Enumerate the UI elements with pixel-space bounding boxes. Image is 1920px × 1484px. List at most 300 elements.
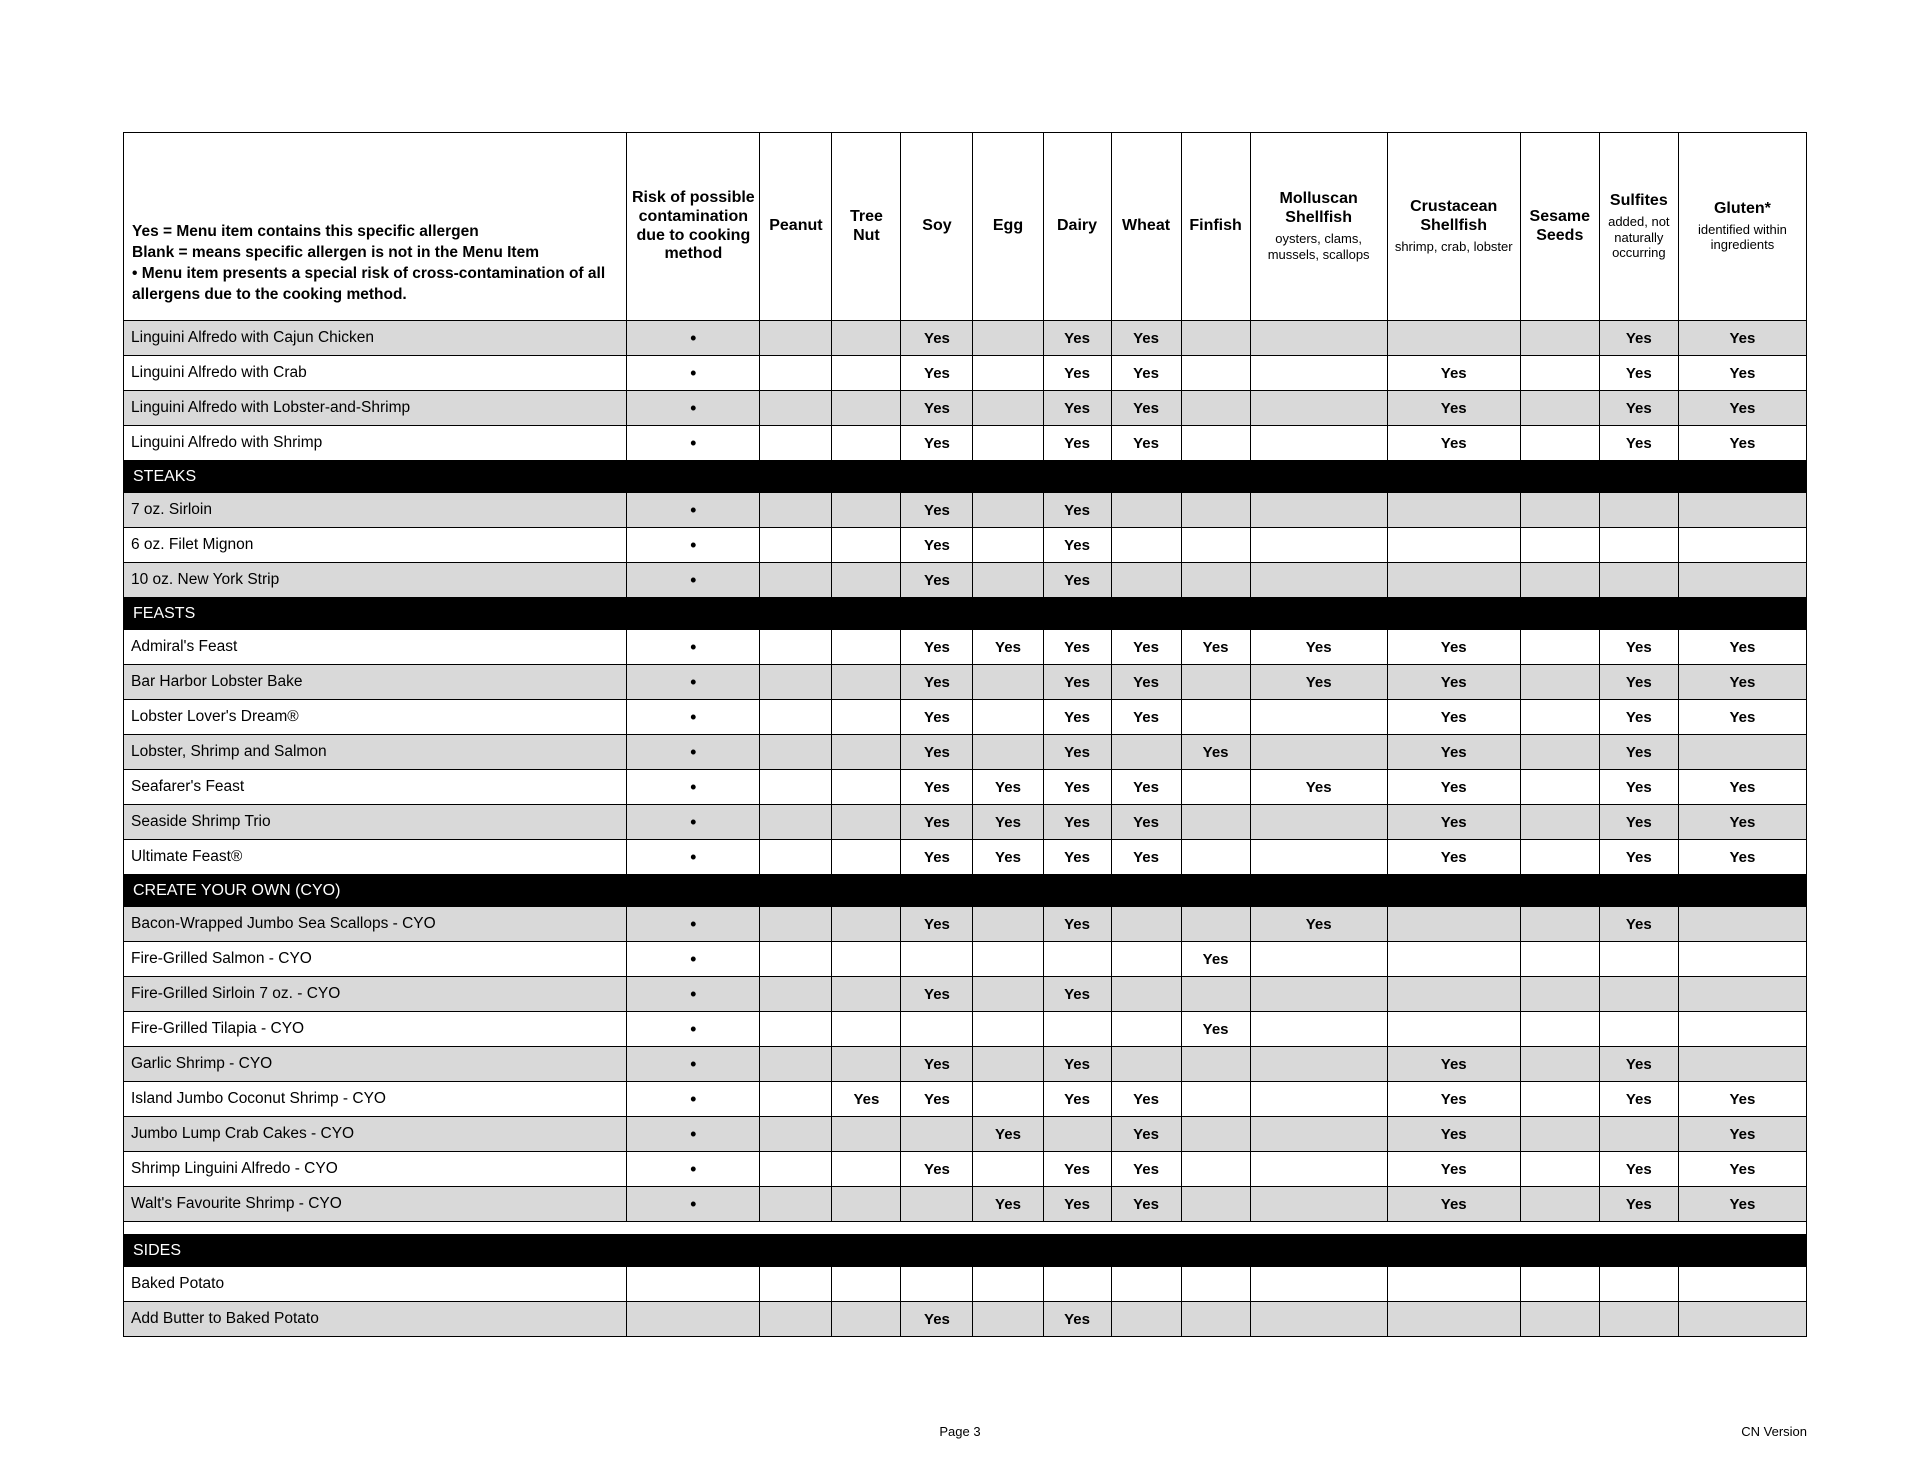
allergen-cell-wheat: Yes <box>1111 840 1181 875</box>
allergen-cell-sulfites <box>1599 942 1678 977</box>
allergen-cell-egg <box>973 356 1043 391</box>
allergen-cell-sesame_seeds <box>1520 735 1599 770</box>
menu-item-name: Bacon-Wrapped Jumbo Sea Scallops - CYO <box>124 907 627 942</box>
allergen-cell-tree_nut <box>832 840 901 875</box>
menu-item-name: Garlic Shrimp - CYO <box>124 1047 627 1082</box>
allergen-cell-sesame_seeds <box>1520 1302 1599 1337</box>
allergen-cell-egg <box>973 426 1043 461</box>
menu-item-name: Linguini Alfredo with Cajun Chicken <box>124 321 627 356</box>
allergen-cell-sulfites <box>1599 528 1678 563</box>
allergen-cell-peanut <box>760 665 832 700</box>
allergen-cell-crustacean_shellfish: Yes <box>1387 665 1520 700</box>
allergen-cell-gluten: Yes <box>1678 1117 1806 1152</box>
allergen-cell-tree_nut <box>832 1012 901 1047</box>
allergen-cell-sesame_seeds <box>1520 977 1599 1012</box>
allergen-cell-peanut <box>760 356 832 391</box>
allergen-cell-wheat: Yes <box>1111 391 1181 426</box>
allergen-cell-wheat <box>1111 493 1181 528</box>
allergen-cell-finfish <box>1181 977 1250 1012</box>
column-title: Finfish <box>1189 217 1242 235</box>
menu-item-name: Seaside Shrimp Trio <box>124 805 627 840</box>
allergen-cell-sesame_seeds <box>1520 528 1599 563</box>
allergen-cell-peanut <box>760 700 832 735</box>
allergen-cell-crustacean_shellfish: Yes <box>1387 630 1520 665</box>
allergen-cell-tree_nut <box>832 1047 901 1082</box>
menu-item-row <box>124 735 1807 770</box>
allergen-cell-tree_nut <box>832 1152 901 1187</box>
menu-item-row <box>124 805 1807 840</box>
allergen-cell-peanut <box>760 840 832 875</box>
menu-item-row <box>124 665 1807 700</box>
allergen-cell-finfish: Yes <box>1181 630 1250 665</box>
allergen-cell-dairy <box>1043 942 1111 977</box>
allergen-cell-egg <box>973 1302 1043 1337</box>
allergen-cell-tree_nut <box>832 942 901 977</box>
risk-cell: • <box>627 1187 760 1222</box>
allergen-cell-soy: Yes <box>901 1302 973 1337</box>
allergen-cell-egg <box>973 1152 1043 1187</box>
allergen-cell-sulfites: Yes <box>1599 770 1678 805</box>
allergen-cell-egg <box>973 1082 1043 1117</box>
allergen-cell-crustacean_shellfish <box>1387 493 1520 528</box>
allergen-cell-molluscan_shellfish <box>1250 1302 1387 1337</box>
menu-item-row <box>124 1187 1807 1222</box>
allergen-cell-soy: Yes <box>901 1082 973 1117</box>
allergen-cell-gluten <box>1678 907 1806 942</box>
allergen-cell-wheat: Yes <box>1111 665 1181 700</box>
allergen-cell-sulfites: Yes <box>1599 391 1678 426</box>
allergen-cell-dairy: Yes <box>1043 805 1111 840</box>
menu-item-name: Admiral's Feast <box>124 630 627 665</box>
allergen-cell-wheat: Yes <box>1111 321 1181 356</box>
menu-item-name: Fire-Grilled Sirloin 7 oz. - CYO <box>124 977 627 1012</box>
allergen-cell-molluscan_shellfish <box>1250 840 1387 875</box>
allergen-cell-crustacean_shellfish: Yes <box>1387 1187 1520 1222</box>
allergen-cell-molluscan_shellfish: Yes <box>1250 665 1387 700</box>
risk-cell: • <box>627 391 760 426</box>
allergen-cell-peanut <box>760 563 832 598</box>
allergen-cell-sulfites <box>1599 977 1678 1012</box>
allergen-cell-soy: Yes <box>901 840 973 875</box>
table-header-row <box>124 133 1807 321</box>
allergen-cell-tree_nut <box>832 528 901 563</box>
allergen-cell-sesame_seeds <box>1520 426 1599 461</box>
risk-cell <box>627 1302 760 1337</box>
allergen-cell-tree_nut <box>832 493 901 528</box>
allergen-cell-crustacean_shellfish: Yes <box>1387 840 1520 875</box>
allergen-cell-tree_nut <box>832 907 901 942</box>
allergen-cell-sulfites: Yes <box>1599 630 1678 665</box>
allergen-cell-molluscan_shellfish <box>1250 805 1387 840</box>
column-title: Tree Nut <box>849 207 883 244</box>
column-header-dairy <box>1043 133 1111 321</box>
allergen-cell-crustacean_shellfish <box>1387 977 1520 1012</box>
allergen-cell-peanut <box>760 630 832 665</box>
allergen-cell-egg <box>973 321 1043 356</box>
allergen-cell-sulfites: Yes <box>1599 321 1678 356</box>
allergen-cell-molluscan_shellfish <box>1250 1267 1387 1302</box>
allergen-cell-molluscan_shellfish <box>1250 493 1387 528</box>
allergen-cell-molluscan_shellfish <box>1250 1012 1387 1047</box>
allergen-cell-gluten: Yes <box>1678 840 1806 875</box>
allergen-cell-soy: Yes <box>901 563 973 598</box>
allergen-cell-finfish <box>1181 563 1250 598</box>
allergen-cell-peanut <box>760 735 832 770</box>
allergen-cell-sulfites: Yes <box>1599 665 1678 700</box>
allergen-cell-sesame_seeds <box>1520 907 1599 942</box>
column-header-peanut <box>760 133 832 321</box>
allergen-cell-sulfites: Yes <box>1599 735 1678 770</box>
allergen-cell-dairy: Yes <box>1043 1302 1111 1337</box>
allergen-cell-sulfites: Yes <box>1599 356 1678 391</box>
allergen-cell-finfish <box>1181 840 1250 875</box>
allergen-cell-tree_nut <box>832 426 901 461</box>
section-row <box>124 598 1807 630</box>
allergen-cell-dairy: Yes <box>1043 840 1111 875</box>
allergen-cell-peanut <box>760 1047 832 1082</box>
allergen-cell-tree_nut <box>832 735 901 770</box>
allergen-cell-sesame_seeds <box>1520 1117 1599 1152</box>
allergen-cell-peanut <box>760 805 832 840</box>
allergen-cell-soy: Yes <box>901 977 973 1012</box>
allergen-cell-tree_nut <box>832 1302 901 1337</box>
allergen-cell-sesame_seeds <box>1520 840 1599 875</box>
allergen-cell-wheat <box>1111 907 1181 942</box>
allergen-cell-wheat <box>1111 735 1181 770</box>
allergen-cell-finfish <box>1181 321 1250 356</box>
allergen-cell-egg <box>973 563 1043 598</box>
allergen-cell-sulfites: Yes <box>1599 426 1678 461</box>
allergen-cell-molluscan_shellfish <box>1250 356 1387 391</box>
allergen-cell-egg <box>973 493 1043 528</box>
allergen-cell-molluscan_shellfish: Yes <box>1250 907 1387 942</box>
allergen-cell-molluscan_shellfish <box>1250 1082 1387 1117</box>
allergen-cell-finfish <box>1181 1152 1250 1187</box>
version-label: CN Version <box>1741 1424 1807 1439</box>
allergen-cell-sulfites: Yes <box>1599 1047 1678 1082</box>
legend-line: Yes = Menu item contains this specific allergen <box>132 223 479 241</box>
allergen-cell-gluten: Yes <box>1678 665 1806 700</box>
column-header-sulfites <box>1599 133 1678 321</box>
allergen-cell-tree_nut <box>832 977 901 1012</box>
allergen-cell-crustacean_shellfish: Yes <box>1387 700 1520 735</box>
allergen-cell-gluten: Yes <box>1678 391 1806 426</box>
allergen-cell-gluten <box>1678 493 1806 528</box>
allergen-cell-soy <box>901 1267 973 1302</box>
allergen-cell-wheat <box>1111 528 1181 563</box>
column-header-crustacean_shellfish <box>1387 133 1520 321</box>
allergen-cell-crustacean_shellfish: Yes <box>1387 356 1520 391</box>
risk-cell: • <box>627 1012 760 1047</box>
allergen-cell-peanut <box>760 770 832 805</box>
column-header-wheat <box>1111 133 1181 321</box>
allergen-cell-soy: Yes <box>901 735 973 770</box>
allergen-cell-dairy <box>1043 1012 1111 1047</box>
menu-item-row <box>124 770 1807 805</box>
risk-cell: • <box>627 907 760 942</box>
allergen-cell-peanut <box>760 493 832 528</box>
allergen-cell-crustacean_shellfish: Yes <box>1387 735 1520 770</box>
allergen-table <box>123 132 1807 1337</box>
spacer-cell <box>124 1222 1807 1235</box>
allergen-cell-dairy: Yes <box>1043 1152 1111 1187</box>
column-title: Peanut <box>769 217 823 235</box>
allergen-cell-egg <box>973 1012 1043 1047</box>
column-subtitle: identified within ingredients <box>1697 221 1787 253</box>
allergen-cell-soy <box>901 1012 973 1047</box>
allergen-cell-sesame_seeds <box>1520 1012 1599 1047</box>
allergen-cell-egg: Yes <box>973 630 1043 665</box>
allergen-cell-egg: Yes <box>973 1187 1043 1222</box>
allergen-cell-egg <box>973 735 1043 770</box>
risk-cell: • <box>627 630 760 665</box>
allergen-cell-gluten: Yes <box>1678 1187 1806 1222</box>
allergen-cell-sulfites: Yes <box>1599 805 1678 840</box>
allergen-cell-crustacean_shellfish: Yes <box>1387 1152 1520 1187</box>
allergen-cell-wheat: Yes <box>1111 356 1181 391</box>
column-header-finfish <box>1181 133 1250 321</box>
column-header-soy <box>901 133 973 321</box>
allergen-cell-dairy: Yes <box>1043 493 1111 528</box>
allergen-cell-finfish: Yes <box>1181 942 1250 977</box>
column-subtitle: shrimp, crab, lobster <box>1394 238 1513 254</box>
allergen-cell-wheat: Yes <box>1111 770 1181 805</box>
allergen-cell-molluscan_shellfish: Yes <box>1250 630 1387 665</box>
menu-item-name: Linguini Alfredo with Lobster-and-Shrimp <box>124 391 627 426</box>
allergen-cell-dairy: Yes <box>1043 700 1111 735</box>
menu-item-name: Jumbo Lump Crab Cakes - CYO <box>124 1117 627 1152</box>
allergen-cell-crustacean_shellfish: Yes <box>1387 426 1520 461</box>
allergen-cell-egg <box>973 942 1043 977</box>
risk-cell: • <box>627 840 760 875</box>
allergen-cell-crustacean_shellfish <box>1387 1302 1520 1337</box>
risk-cell: • <box>627 356 760 391</box>
legend-line: Blank = means specific allergen is not in the Menu Item <box>132 244 539 262</box>
allergen-cell-finfish <box>1181 1302 1250 1337</box>
risk-cell: • <box>627 1152 760 1187</box>
menu-item-row <box>124 1152 1807 1187</box>
allergen-cell-crustacean_shellfish <box>1387 907 1520 942</box>
menu-item-row <box>124 391 1807 426</box>
risk-cell: • <box>627 1082 760 1117</box>
allergen-cell-sulfites: Yes <box>1599 700 1678 735</box>
allergen-cell-tree_nut <box>832 770 901 805</box>
column-title: Egg <box>992 217 1024 235</box>
menu-item-name: Baked Potato <box>124 1267 627 1302</box>
allergen-cell-sesame_seeds <box>1520 630 1599 665</box>
allergen-cell-gluten <box>1678 1047 1806 1082</box>
menu-item-name: Seafarer's Feast <box>124 770 627 805</box>
allergen-cell-egg <box>973 700 1043 735</box>
menu-item-name: 7 oz. Sirloin <box>124 493 627 528</box>
allergen-cell-finfish <box>1181 426 1250 461</box>
column-subtitle: oysters, clams, mussels, scallops <box>1267 231 1370 262</box>
menu-item-row <box>124 942 1807 977</box>
allergen-cell-tree_nut <box>832 665 901 700</box>
allergen-cell-finfish: Yes <box>1181 735 1250 770</box>
allergen-cell-sulfites <box>1599 563 1678 598</box>
allergen-cell-soy: Yes <box>901 391 973 426</box>
allergen-cell-sulfites: Yes <box>1599 1152 1678 1187</box>
allergen-cell-wheat <box>1111 942 1181 977</box>
allergen-cell-wheat: Yes <box>1111 1082 1181 1117</box>
column-title: Sesame Seeds <box>1529 207 1591 244</box>
allergen-cell-gluten: Yes <box>1678 321 1806 356</box>
risk-cell: • <box>627 770 760 805</box>
allergen-cell-dairy: Yes <box>1043 1047 1111 1082</box>
allergen-cell-finfish <box>1181 805 1250 840</box>
allergen-cell-soy: Yes <box>901 805 973 840</box>
column-header-egg <box>973 133 1043 321</box>
menu-item-row <box>124 563 1807 598</box>
allergen-cell-sulfites <box>1599 1302 1678 1337</box>
allergen-cell-wheat <box>1111 563 1181 598</box>
allergen-cell-finfish <box>1181 493 1250 528</box>
allergen-cell-peanut <box>760 1187 832 1222</box>
menu-item-name: Linguini Alfredo with Shrimp <box>124 426 627 461</box>
risk-cell <box>627 1267 760 1302</box>
section-header: STEAKS <box>124 461 1807 493</box>
allergen-cell-tree_nut <box>832 356 901 391</box>
menu-item-row <box>124 840 1807 875</box>
menu-item-row <box>124 528 1807 563</box>
column-header-gluten <box>1678 133 1806 321</box>
risk-cell: • <box>627 321 760 356</box>
allergen-cell-tree_nut <box>832 391 901 426</box>
allergen-cell-dairy: Yes <box>1043 735 1111 770</box>
menu-item-row <box>124 1117 1807 1152</box>
allergen-cell-sesame_seeds <box>1520 1047 1599 1082</box>
allergen-cell-dairy: Yes <box>1043 528 1111 563</box>
allergen-cell-molluscan_shellfish <box>1250 426 1387 461</box>
legend-cell <box>124 133 627 321</box>
allergen-cell-soy: Yes <box>901 770 973 805</box>
allergen-cell-sesame_seeds <box>1520 665 1599 700</box>
menu-item-row <box>124 1082 1807 1117</box>
allergen-cell-gluten: Yes <box>1678 1082 1806 1117</box>
menu-item-name: Shrimp Linguini Alfredo - CYO <box>124 1152 627 1187</box>
allergen-cell-molluscan_shellfish <box>1250 942 1387 977</box>
allergen-cell-egg: Yes <box>973 840 1043 875</box>
column-title: Gluten* <box>1713 199 1771 217</box>
menu-item-name: 6 oz. Filet Mignon <box>124 528 627 563</box>
menu-item-name: Island Jumbo Coconut Shrimp - CYO <box>124 1082 627 1117</box>
allergen-cell-crustacean_shellfish: Yes <box>1387 1117 1520 1152</box>
allergen-cell-peanut <box>760 1117 832 1152</box>
allergen-cell-tree_nut <box>832 805 901 840</box>
allergen-cell-peanut <box>760 391 832 426</box>
allergen-cell-finfish <box>1181 1117 1250 1152</box>
allergen-cell-molluscan_shellfish <box>1250 563 1387 598</box>
allergen-cell-soy: Yes <box>901 528 973 563</box>
column-title: Wheat <box>1122 217 1171 235</box>
table-body <box>124 321 1807 1337</box>
allergen-cell-gluten <box>1678 1302 1806 1337</box>
allergen-cell-sesame_seeds <box>1520 1267 1599 1302</box>
allergen-cell-dairy <box>1043 1267 1111 1302</box>
allergen-cell-wheat <box>1111 1047 1181 1082</box>
allergen-cell-egg <box>973 907 1043 942</box>
allergen-cell-sesame_seeds <box>1520 563 1599 598</box>
allergen-cell-egg: Yes <box>973 770 1043 805</box>
allergen-cell-sulfites <box>1599 1012 1678 1047</box>
allergen-cell-egg: Yes <box>973 1117 1043 1152</box>
allergen-cell-peanut <box>760 528 832 563</box>
allergen-cell-soy: Yes <box>901 907 973 942</box>
allergen-cell-egg <box>973 977 1043 1012</box>
allergen-cell-egg <box>973 391 1043 426</box>
allergen-cell-peanut <box>760 426 832 461</box>
risk-cell: • <box>627 1047 760 1082</box>
allergen-cell-soy <box>901 1117 973 1152</box>
allergen-cell-sesame_seeds <box>1520 1152 1599 1187</box>
risk-cell: • <box>627 805 760 840</box>
menu-item-row <box>124 1012 1807 1047</box>
allergen-cell-gluten <box>1678 563 1806 598</box>
allergen-cell-finfish <box>1181 528 1250 563</box>
allergen-cell-peanut <box>760 942 832 977</box>
allergen-cell-dairy <box>1043 1117 1111 1152</box>
allergen-cell-soy: Yes <box>901 493 973 528</box>
allergen-cell-crustacean_shellfish: Yes <box>1387 391 1520 426</box>
allergen-cell-wheat: Yes <box>1111 1187 1181 1222</box>
menu-item-name: Bar Harbor Lobster Bake <box>124 665 627 700</box>
allergen-cell-molluscan_shellfish <box>1250 1117 1387 1152</box>
allergen-cell-sulfites: Yes <box>1599 1082 1678 1117</box>
allergen-cell-sulfites: Yes <box>1599 907 1678 942</box>
spacer-row <box>124 1222 1807 1235</box>
allergen-cell-crustacean_shellfish <box>1387 528 1520 563</box>
allergen-cell-egg <box>973 1047 1043 1082</box>
risk-cell: • <box>627 528 760 563</box>
allergen-cell-sesame_seeds <box>1520 1187 1599 1222</box>
menu-item-row <box>124 630 1807 665</box>
allergen-cell-crustacean_shellfish <box>1387 563 1520 598</box>
risk-cell: • <box>627 977 760 1012</box>
allergen-cell-dairy: Yes <box>1043 563 1111 598</box>
allergen-cell-finfish <box>1181 391 1250 426</box>
menu-item-name: Fire-Grilled Tilapia - CYO <box>124 1012 627 1047</box>
allergen-cell-molluscan_shellfish <box>1250 321 1387 356</box>
allergen-cell-finfish <box>1181 1187 1250 1222</box>
section-header: CREATE YOUR OWN (CYO) <box>124 875 1807 907</box>
menu-item-name: 10 oz. New York Strip <box>124 563 627 598</box>
allergen-cell-finfish <box>1181 1047 1250 1082</box>
allergen-cell-sulfites <box>1599 1117 1678 1152</box>
allergen-cell-molluscan_shellfish <box>1250 1187 1387 1222</box>
allergen-cell-molluscan_shellfish <box>1250 391 1387 426</box>
allergen-cell-sulfites <box>1599 1267 1678 1302</box>
risk-cell: • <box>627 563 760 598</box>
allergen-cell-peanut <box>760 907 832 942</box>
allergen-cell-tree_nut <box>832 1267 901 1302</box>
column-title: Sulfites <box>1609 191 1668 209</box>
section-header: FEASTS <box>124 598 1807 630</box>
column-title: Molluscan Shellfish <box>1279 190 1358 227</box>
allergen-cell-finfish <box>1181 700 1250 735</box>
section-row <box>124 1235 1807 1267</box>
allergen-cell-crustacean_shellfish <box>1387 321 1520 356</box>
allergen-cell-wheat <box>1111 1302 1181 1337</box>
allergen-cell-wheat <box>1111 1012 1181 1047</box>
allergen-cell-sulfites: Yes <box>1599 1187 1678 1222</box>
allergen-cell-wheat: Yes <box>1111 1117 1181 1152</box>
allergen-cell-molluscan_shellfish <box>1250 977 1387 1012</box>
allergen-cell-soy: Yes <box>901 426 973 461</box>
allergen-cell-peanut <box>760 1012 832 1047</box>
allergen-cell-soy: Yes <box>901 321 973 356</box>
allergen-cell-tree_nut <box>832 563 901 598</box>
